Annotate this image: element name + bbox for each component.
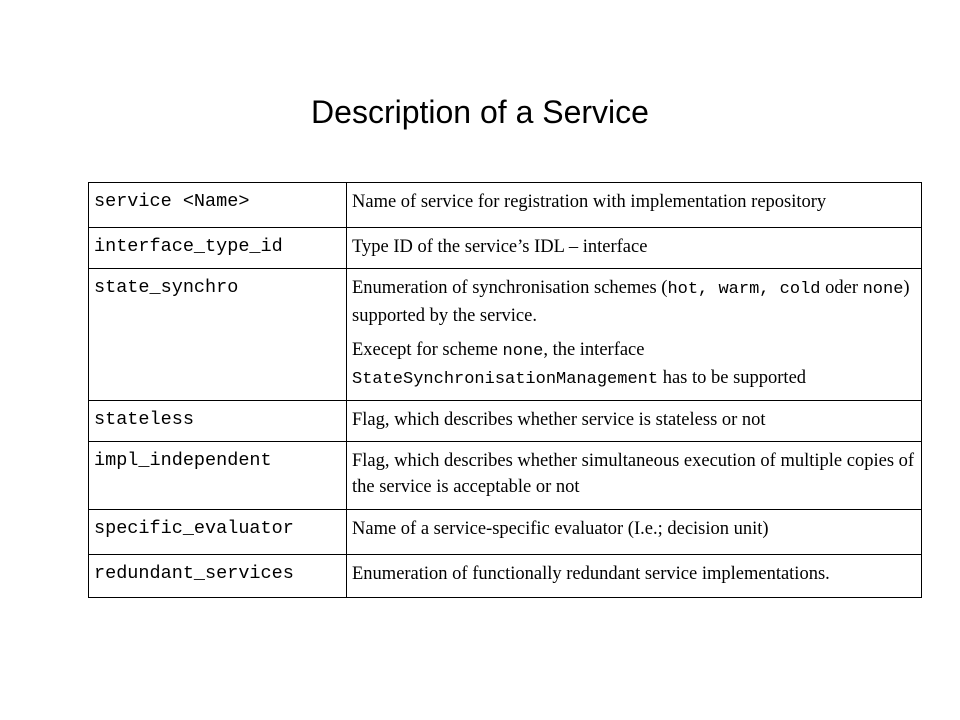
attribute-name: specific_evaluator [89,510,347,555]
table-row [89,510,922,555]
code-text: hot, warm, cold [667,280,821,299]
attribute-name: service <Name> [89,183,347,228]
page-title: Description of a Service [311,94,649,130]
attribute-description: Flag, which describes whether service is stateless or not [347,401,922,442]
attribute-name: redundant_services [89,555,347,598]
description-text: Enumeration of synchronisation schemes ( [352,278,668,298]
attribute-description: Name of a service-specific evaluator (I.e.; decision unit) [347,510,922,555]
attribute-name: interface_type_id [89,228,347,269]
description-text: ) supported by the service. [352,278,910,326]
description-text: has to be supported [658,368,807,388]
table-row [89,442,922,510]
table-row [89,183,922,228]
attribute-description: Flag, which describes whether simultaneous execution of multiple copies of the service is acceptable or not [347,442,922,510]
attribute-description [347,269,922,401]
code-text: StateSynchronisationManagement [352,370,659,389]
table-row [89,555,922,598]
description-text: Execept for scheme [352,340,503,360]
code-text: none [502,342,544,361]
description-text: , the interface [543,340,645,360]
attribute-name: stateless [89,401,347,442]
table-row [89,401,922,442]
description-paragraph [352,337,915,393]
table-row [89,228,922,269]
description-text: oder [820,278,863,298]
service-description-table [88,182,922,598]
code-text: none [862,280,904,299]
attribute-description: Type ID of the service’s IDL – interface [347,228,922,269]
table-row [89,269,922,401]
description-paragraph [352,275,915,329]
attribute-description: Enumeration of functionally redundant service implementations. [347,555,922,598]
attribute-name: impl_independent [89,442,347,510]
attribute-name: state_synchro [89,269,347,401]
attribute-description: Name of service for registration with implementation repository [347,183,922,228]
